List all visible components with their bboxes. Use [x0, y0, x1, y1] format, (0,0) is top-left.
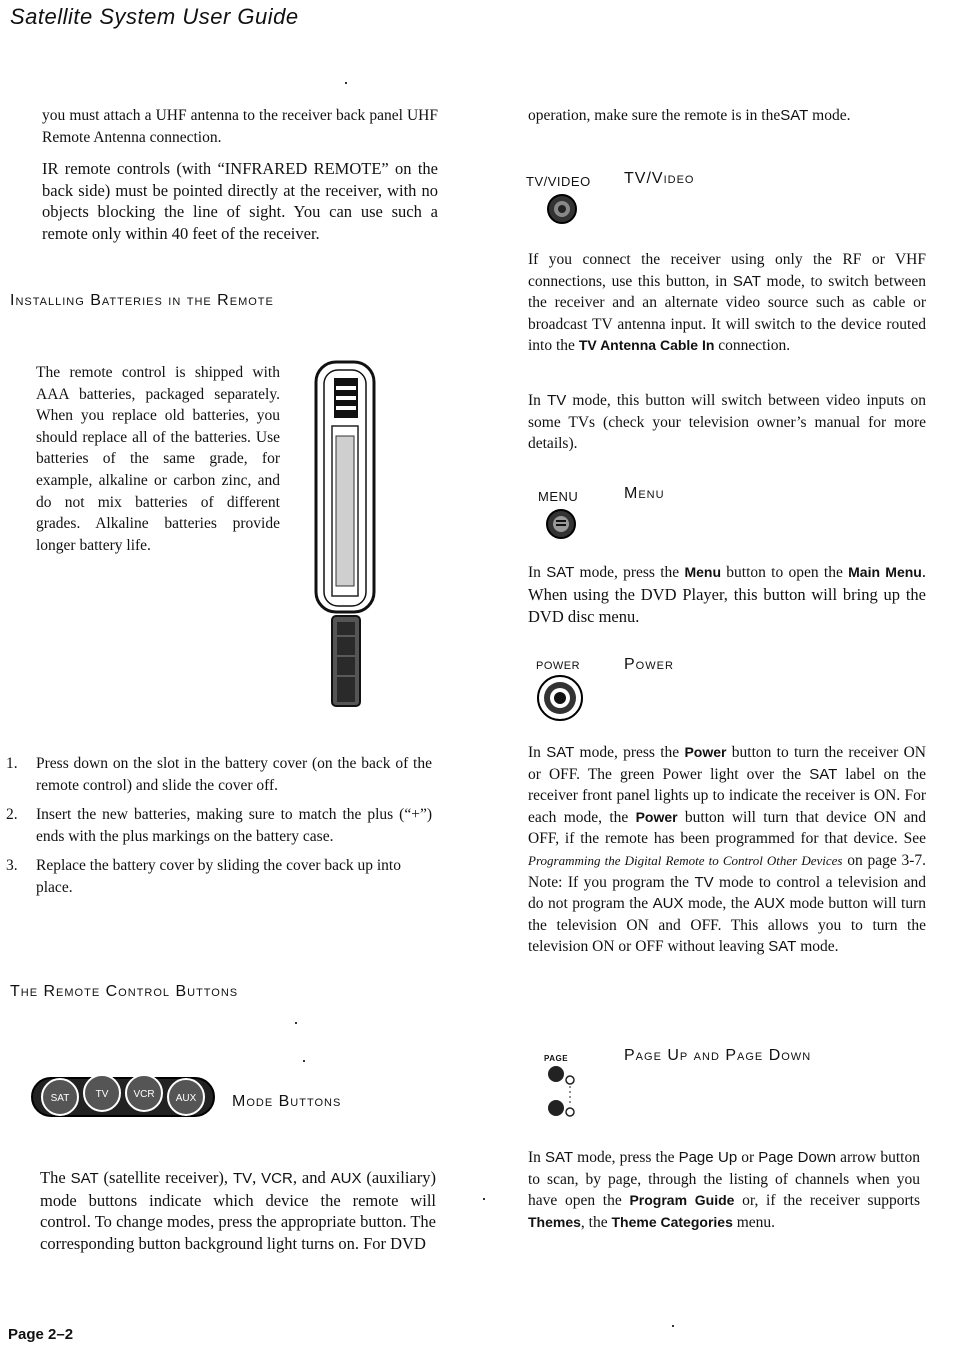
power-title: Power — [624, 656, 674, 673]
step-text: Press down on the slot in the battery cover (on the back of the remote control) and slide the cover off. — [36, 755, 432, 794]
step-text: Insert the new batteries, making sure to match the plus (“+”) ends with the plus markings on the battery case. — [36, 806, 432, 845]
mode-buttons-title: Mode Buttons — [232, 1093, 342, 1110]
page-up-down-paragraph: In SAT mode, press the Page Up or Page Down arrow button to scan, by page, through the listing of channels when you have open the Program Guide or, if the receiver supports Themes, the Theme Categories menu. — [528, 1149, 920, 1231]
power-button-label: POWER — [536, 660, 581, 672]
step-number: 2. — [6, 806, 18, 824]
mode-buttons-paragraph: The SAT (satellite receiver), TV, VCR, and AUX (auxiliary) mode buttons indicate which device the remote will control. To change modes, press the appropriate button. The corresponding button background light turns on. For DVD — [40, 1168, 437, 1253]
step-number: 1. — [6, 755, 18, 772]
mode-buttons-icon — [30, 1068, 216, 1126]
tvvideo-button-icon — [546, 193, 578, 225]
list-item — [6, 804, 438, 847]
tvvideo-paragraph-2: In TV mode, this button will switch between video inputs on some TVs (check your television owner’s manual for more details). — [528, 392, 926, 453]
mode-label-aux: AUX — [175, 1093, 197, 1104]
tvvideo-button-label: TV/VIDEO — [526, 174, 591, 189]
remote-battery-illustration — [310, 356, 380, 716]
power-button-icon — [536, 674, 584, 722]
step-text: Replace the battery cover by sliding the cover back up into place. — [36, 857, 401, 896]
page-button-label: PAGE — [544, 1054, 569, 1063]
menu-button-icon — [545, 508, 577, 540]
menu-button-label: MENU — [538, 489, 579, 504]
tvvideo-paragraph-1: If you connect the receiver using only the RF or VHF connections, use this button, in SAT mode, to switch between the receiver and an alternate video source such as cable or broadcast TV antenna input. It will switch to the device routed into the TV Antenna Cable In connection. — [528, 251, 926, 355]
list-item — [6, 855, 438, 898]
page-up-down-title: Page Up and Page Down — [624, 1047, 812, 1064]
menu-title: Menu — [624, 485, 665, 502]
section-heading-remote-buttons: The Remote Control Buttons — [10, 983, 239, 1000]
mode-label-tv: TV — [95, 1089, 109, 1100]
scan-speck — [672, 1325, 674, 1327]
list-item — [6, 753, 438, 796]
menu-paragraph: In SAT mode, press the Menu button to open the Main Menu. When using the DVD Player, this button will bring up the DVD disc menu. — [528, 562, 926, 627]
mode-label-vcr: VCR — [133, 1089, 155, 1100]
tvvideo-title: TV/Video — [624, 170, 695, 187]
page-number-footer: Page 2–2 — [8, 1326, 74, 1343]
step-number: 3. — [6, 857, 18, 875]
page-up-down-icon — [542, 1064, 582, 1122]
intro-paragraph-ir: IR remote controls (with “INFRARED REMOTE” on the back side) must be pointed directly at the receiver, with no objects blocking the line of sight. You can use such a remote only within 40 feet of the receiver. — [42, 159, 438, 243]
intro-paragraph-uhf: you must attach a UHF antenna to the receiver back panel UHF Remote Antenna connection. — [42, 107, 438, 146]
power-paragraph: In SAT mode, press the Power button to turn the receiver ON or OFF. The green Power light over the SAT label on the receiver front panel lights up to indicate the receiver is ON. For each mode, the Power button will turn that device ON and OFF, if the remote has been programmed for that device. See Programming the Digital Remote to Control Other Devices on page 3-7. Note: If you program the TV mode to control a television and do not program the AUX mode, the AUX mode button will turn the television ON and OFF. This allows you to turn the television ON or OFF without leaving SAT mode. — [528, 744, 927, 956]
scan-speck — [345, 82, 347, 84]
section-heading-installing-batteries: Installing Batteries in the Remote — [10, 292, 274, 309]
scan-speck — [483, 1198, 485, 1200]
scan-speck — [303, 1060, 305, 1062]
mode-label-sat: SAT — [50, 1093, 70, 1104]
battery-paragraph: The remote control is shipped with AAA batteries, packaged separately. When you replace old batteries, you should replace all of the batteries. Use batteries of the same grade, for example, alkaline or carbon zinc, and do not mix batteries of different grades. Alkaline batteries provide longer battery life. — [36, 364, 280, 554]
page-header-title: Satellite System User Guide — [10, 4, 299, 29]
dvd-continuation-paragraph: operation, make sure the remote is in theSAT mode. — [528, 107, 851, 124]
battery-steps-list — [6, 753, 438, 899]
scan-speck — [295, 1022, 297, 1024]
